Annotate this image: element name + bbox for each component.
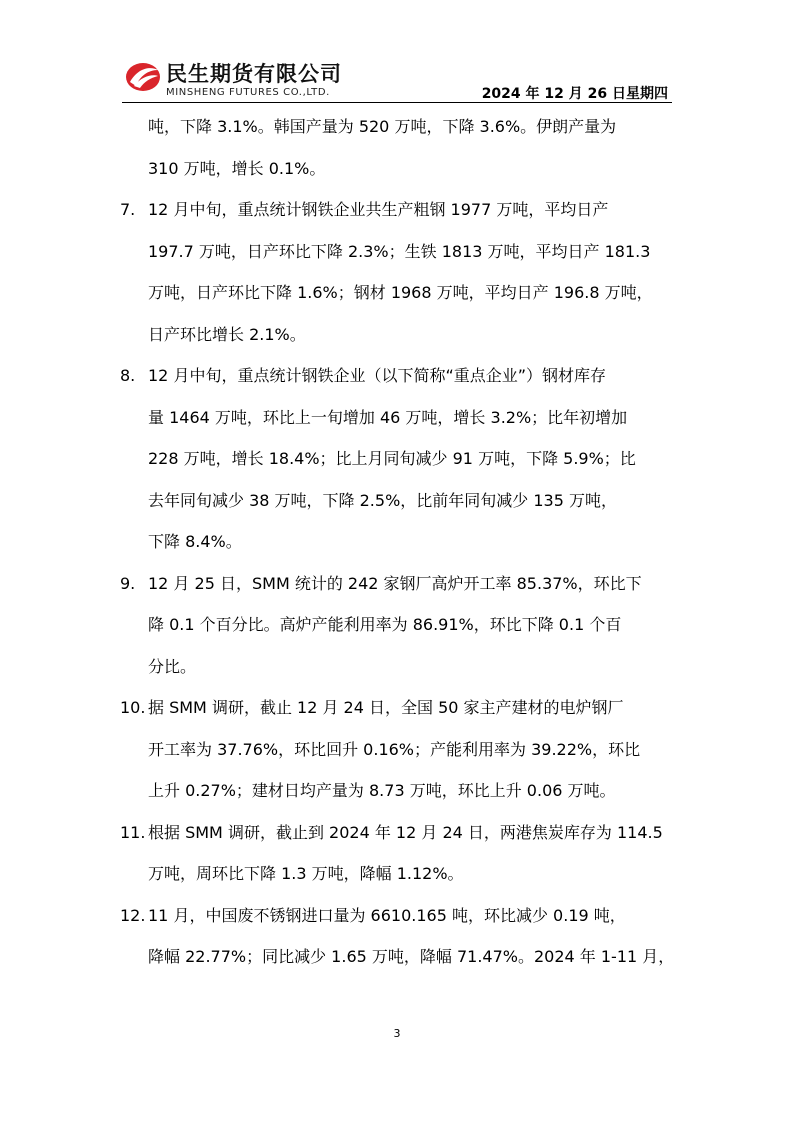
list-item-10 <box>120 687 676 729</box>
line-text: 11 月，中国废不锈钢进口量为 6610.165 吨，环比减少 0.19 吨， <box>148 905 626 925</box>
line-text: 197.7 万吨，日产环比下降 2.3%；生铁 1813 万吨，平均日产 181.3 <box>148 241 651 261</box>
company-logo <box>122 54 372 102</box>
body-line <box>120 148 676 190</box>
line-text: 12 月中旬，重点统计钢铁企业共生产粗钢 1977 万吨，平均日产 <box>148 200 609 219</box>
line-text: 下降 8.4%。 <box>148 532 242 551</box>
body-line <box>120 397 676 439</box>
line-text: 万吨，日产环比下降 1.6%；钢材 1968 万吨，平均日产 196.8 万吨， <box>148 283 653 302</box>
minsheng-logo-icon <box>124 58 162 96</box>
body-line <box>120 729 676 771</box>
line-text: 降幅 22.77%；同比减少 1.65 万吨，降幅 71.47%。2024 年 1-11 月， <box>148 947 675 966</box>
line-text: 12 月 25 日，SMM 统计的 242 家钢厂高炉开工率 85.37%，环比下 <box>148 573 642 593</box>
body-line <box>120 604 676 646</box>
body-line <box>120 438 676 480</box>
list-number: 7. <box>120 200 136 219</box>
line-text: 开工率为 37.76%，环比回升 0.16%；产能利用率为 39.22%，环比 <box>148 739 641 759</box>
body-line <box>120 272 676 314</box>
list-number: 11. <box>120 822 146 842</box>
line-text: 228 万吨，增长 18.4%；比上月同旬减少 91 万吨，下降 5.9%；比 <box>148 449 636 468</box>
body-line <box>120 521 676 563</box>
list-item-8 <box>120 355 676 397</box>
line-text: 据 SMM 调研，截止 12 月 24 日，全国 50 家主产建材的电炉钢厂 <box>148 698 624 717</box>
logo-chinese-name: 民生期货有限公司 <box>166 62 342 86</box>
line-text: 12 月中旬，重点统计钢铁企业（以下简称“重点企业”）钢材库存 <box>148 366 607 385</box>
line-text: 去年同旬减少 38 万吨，下降 2.5%，比前年同旬减少 135 万吨， <box>148 490 617 510</box>
body-line <box>120 480 676 522</box>
line-text: 万吨，周环比下降 1.3 万吨，降幅 1.12%。 <box>148 864 464 883</box>
page-number: 3 <box>393 1027 401 1040</box>
body-line <box>120 646 676 688</box>
list-number: 8. <box>120 366 136 385</box>
body-line <box>120 770 676 812</box>
list-number: 12. <box>120 905 146 925</box>
line-text: 降 0.1 个百分比。高炉产能利用率为 86.91%，环比下降 0.1 个百 <box>148 615 622 634</box>
list-item-12 <box>120 895 676 937</box>
list-number: 10. <box>120 698 146 717</box>
list-item-9 <box>120 563 676 605</box>
body-line <box>120 853 676 895</box>
line-text: 310 万吨，增长 0.1%。 <box>148 158 326 178</box>
body-line <box>120 231 676 273</box>
report-date: 2024 年 12 月 26 日星期四 <box>481 86 668 102</box>
body-line <box>120 936 676 978</box>
page-header <box>122 50 672 104</box>
line-text: 分比。 <box>148 656 197 676</box>
list-item-11 <box>120 812 676 854</box>
header-divider <box>122 102 672 103</box>
body-line <box>120 106 676 148</box>
logo-english-name: MINSHENG FUTURES CO.,LTD. <box>166 87 330 98</box>
body-line <box>120 314 676 356</box>
list-item-7 <box>120 189 676 231</box>
line-text: 根据 SMM 调研，截止到 2024 年 12 月 24 日，两港焦炭库存为 114.5 <box>148 822 663 842</box>
line-text: 上升 0.27%；建材日均产量为 8.73 万吨，环比上升 0.06 万吨。 <box>148 781 616 800</box>
line-text: 量 1464 万吨，环比上一旬增加 46 万吨，增长 3.2%；比年初增加 <box>148 407 628 427</box>
list-number: 9. <box>120 573 136 593</box>
line-text: 吨，下降 3.1%。韩国产量为 520 万吨，下降 3.6%。伊朗产量为 <box>148 117 617 136</box>
line-text: 日产环比增长 2.1%。 <box>148 324 306 344</box>
document-body <box>120 106 676 978</box>
